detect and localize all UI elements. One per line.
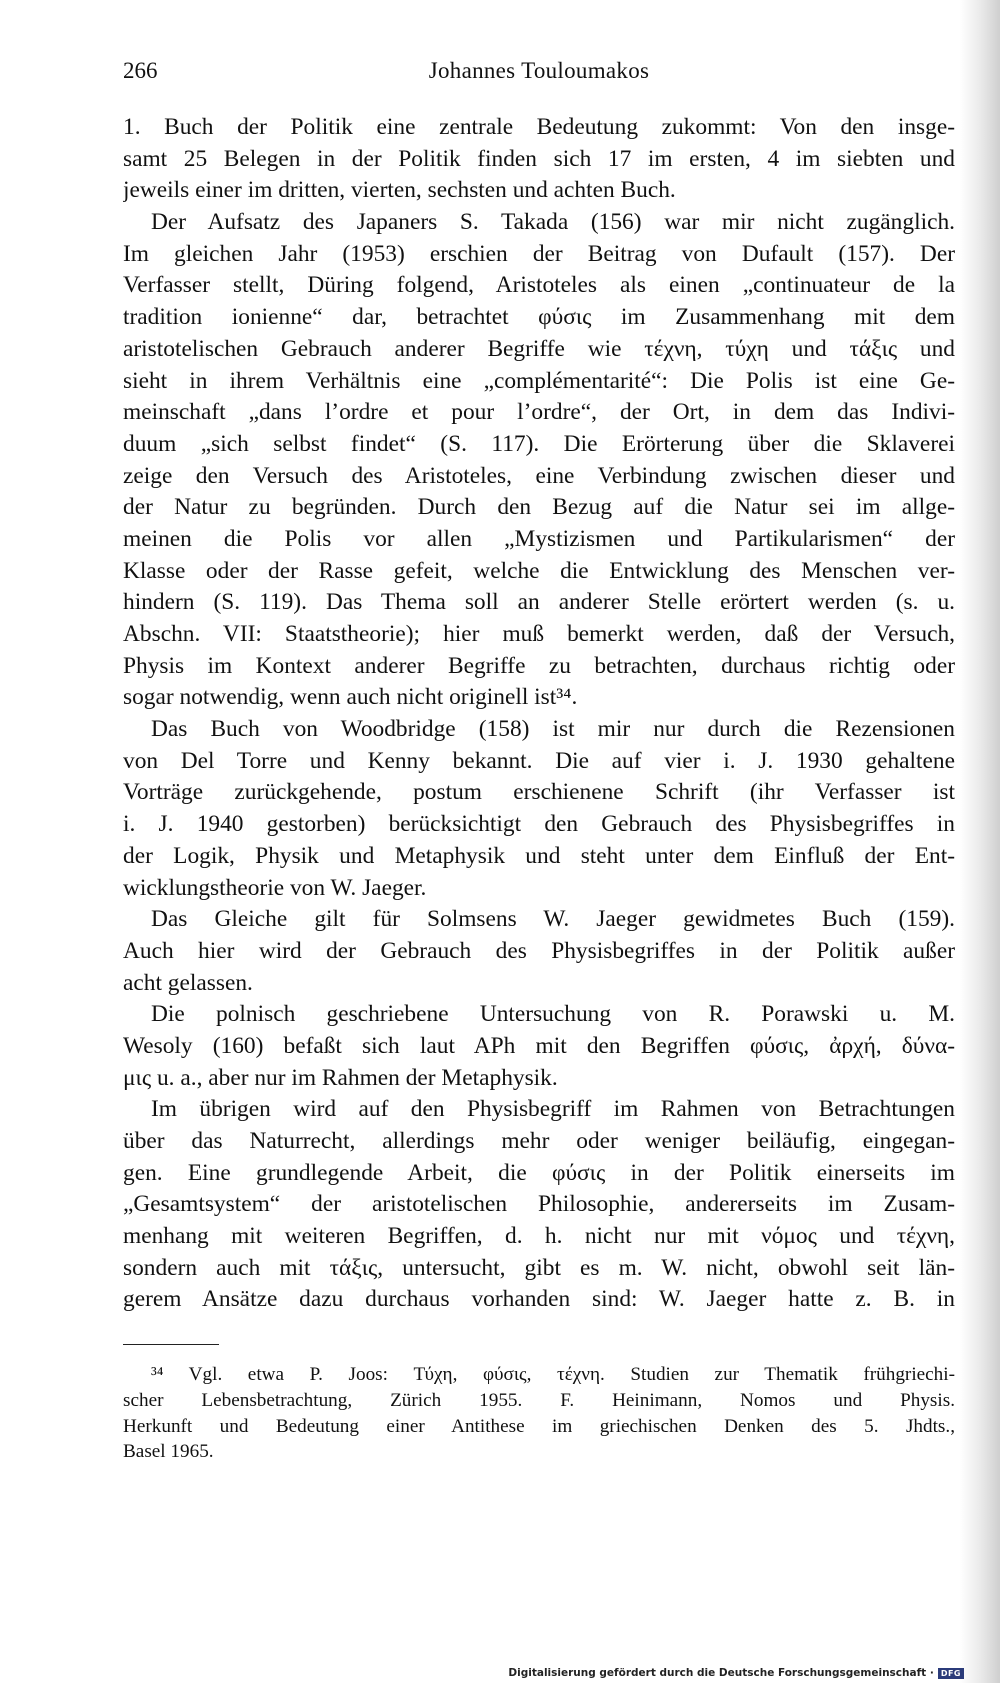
body-line: sogar notwendig, wenn auch nicht originell ist³⁴. (123, 684, 578, 711)
body-line: meinschaft „dans l’ordre et pour l’ordre“, der Ort, in dem das Indivi- (123, 399, 955, 426)
body-line: meinen die Polis vor allen „Mystizismen und Partikularismen“ der (123, 525, 955, 552)
body-line: wicklungstheorie von W. Jaeger. (123, 874, 427, 901)
body-line: gerem Ansätze dazu durchaus vorhanden sind: W. Jaeger hatte z. B. in (123, 1286, 955, 1313)
dfg-logo-icon: DFG (938, 1668, 964, 1679)
footnote-line: scher Lebensbetrachtung, Zürich 1955. F. Heinimann, Nomos und Physis. (123, 1389, 955, 1411)
page-gutter-shadow (960, 0, 1000, 1683)
body-line: aristotelischen Gebrauch anderer Begriffe wie τέχνη, τύχη und τάξις und (123, 335, 955, 362)
body-text (123, 112, 955, 1316)
digitization-credit-text: Digitalisierung gefördert durch die Deutsche Forschungsgemeinschaft · (508, 1667, 934, 1679)
page-header (123, 58, 955, 88)
body-line: Das Gleiche gilt für Solmsens W. Jaeger gewidmetes Buch (159). (151, 906, 955, 933)
page-number: 266 (123, 58, 158, 83)
body-line: samt 25 Belegen in der Politik finden sich 17 im ersten, 4 im siebten und (123, 145, 955, 172)
body-line: von Del Torre und Kenny bekannt. Die auf vier i. J. 1930 gehaltene (123, 747, 955, 774)
footnote-divider (123, 1344, 219, 1345)
body-line: Klasse oder der Rasse gefeit, welche die Entwicklung des Menschen ver- (123, 557, 955, 584)
running-head: Johannes Touloumakos (428, 58, 650, 83)
footnote-line: Basel 1965. (123, 1441, 214, 1463)
body-line: Im gleichen Jahr (1953) erschien der Beitrag von Dufault (157). Der (123, 240, 955, 267)
body-line: hindern (S. 119). Das Thema soll an anderer Stelle erörtert werden (s. u. (123, 589, 955, 616)
body-line: Physis im Kontext anderer Begriffe zu betrachten, durchaus richtig oder (123, 652, 955, 679)
body-line: jeweils einer im dritten, vierten, sechsten und achten Buch. (123, 177, 676, 204)
body-line: der Natur zu begründen. Durch den Bezug auf die Natur sei im allge- (123, 494, 955, 521)
body-line: i. J. 1940 gestorben) berücksichtigt den Gebrauch des Physisbegriffes in (123, 811, 955, 838)
body-line: Wesoly (160) befaßt sich laut APh mit den Begriffen φύσις, ἀρχή, δύνα- (123, 1032, 955, 1059)
footnote-line: Herkunft und Bedeutung einer Antithese im griechischen Denken des 5. Jhdts., (123, 1415, 955, 1437)
body-line: Abschn. VII: Staatstheorie); hier muß bemerkt werden, daß der Versuch, (123, 621, 955, 647)
body-line: tradition ionienne“ dar, betrachtet φύσις im Zusammenhang mit dem (123, 304, 955, 331)
body-line: Im übrigen wird auf den Physisbegriff im Rahmen von Betrachtungen (151, 1096, 955, 1123)
body-line: Vorträge zurückgehende, postum erschienene Schrift (ihr Verfasser ist (123, 779, 955, 806)
body-line: Verfasser stellt, Düring folgend, Aristoteles als einen „continuateur de la (123, 272, 955, 299)
digitization-credit (508, 1666, 964, 1680)
body-line: der Logik, Physik und Metaphysik und steht unter dem Einfluß der Ent- (123, 842, 955, 869)
footnote-line: ³⁴ Vgl. etwa P. Joos: Τύχη, φύσις, τέχνη. Studien zur Thematik frühgriechi- (151, 1364, 955, 1385)
body-line: „Gesamtsystem“ der aristotelischen Philosophie, andererseits im Zusam- (123, 1191, 955, 1218)
body-line: μις u. a., aber nur im Rahmen der Metaphysik. (123, 1064, 558, 1091)
body-line: Auch hier wird der Gebrauch des Physisbegriffes in der Politik außer (123, 937, 955, 964)
body-line: 1. Buch der Politik eine zentrale Bedeutung zukommt: Von den insge- (123, 114, 955, 140)
body-line: sieht in ihrem Verhältnis eine „complémentarité“: Die Polis ist eine Ge- (123, 367, 955, 394)
body-line: über das Naturrecht, allerdings mehr oder weniger beiläufig, eingegan- (123, 1128, 955, 1154)
body-line: gen. Eine grundlegende Arbeit, die φύσις in der Politik einerseits im (123, 1159, 955, 1186)
body-line: duum „sich selbst findet“ (S. 117). Die Erörterung über die Sklaverei (123, 430, 955, 457)
body-line: Das Buch von Woodbridge (158) ist mir nur durch die Rezensionen (151, 716, 955, 743)
footnote (123, 1362, 955, 1465)
body-line: Der Aufsatz des Japaners S. Takada (156) war mir nicht zugänglich. (151, 209, 955, 236)
body-line: sondern auch mit τάξις, untersucht, gibt es m. W. nicht, obwohl seit län- (123, 1254, 955, 1281)
body-line: menhang mit weiteren Begriffen, d. h. nicht nur mit νόμος und τέχνη, (123, 1223, 955, 1250)
body-line: zeige den Versuch des Aristoteles, eine Verbindung zwischen dieser und (123, 462, 955, 489)
body-line: acht gelassen. (123, 969, 253, 996)
body-line: Die polnisch geschriebene Untersuchung von R. Porawski u. M. (151, 1001, 955, 1028)
